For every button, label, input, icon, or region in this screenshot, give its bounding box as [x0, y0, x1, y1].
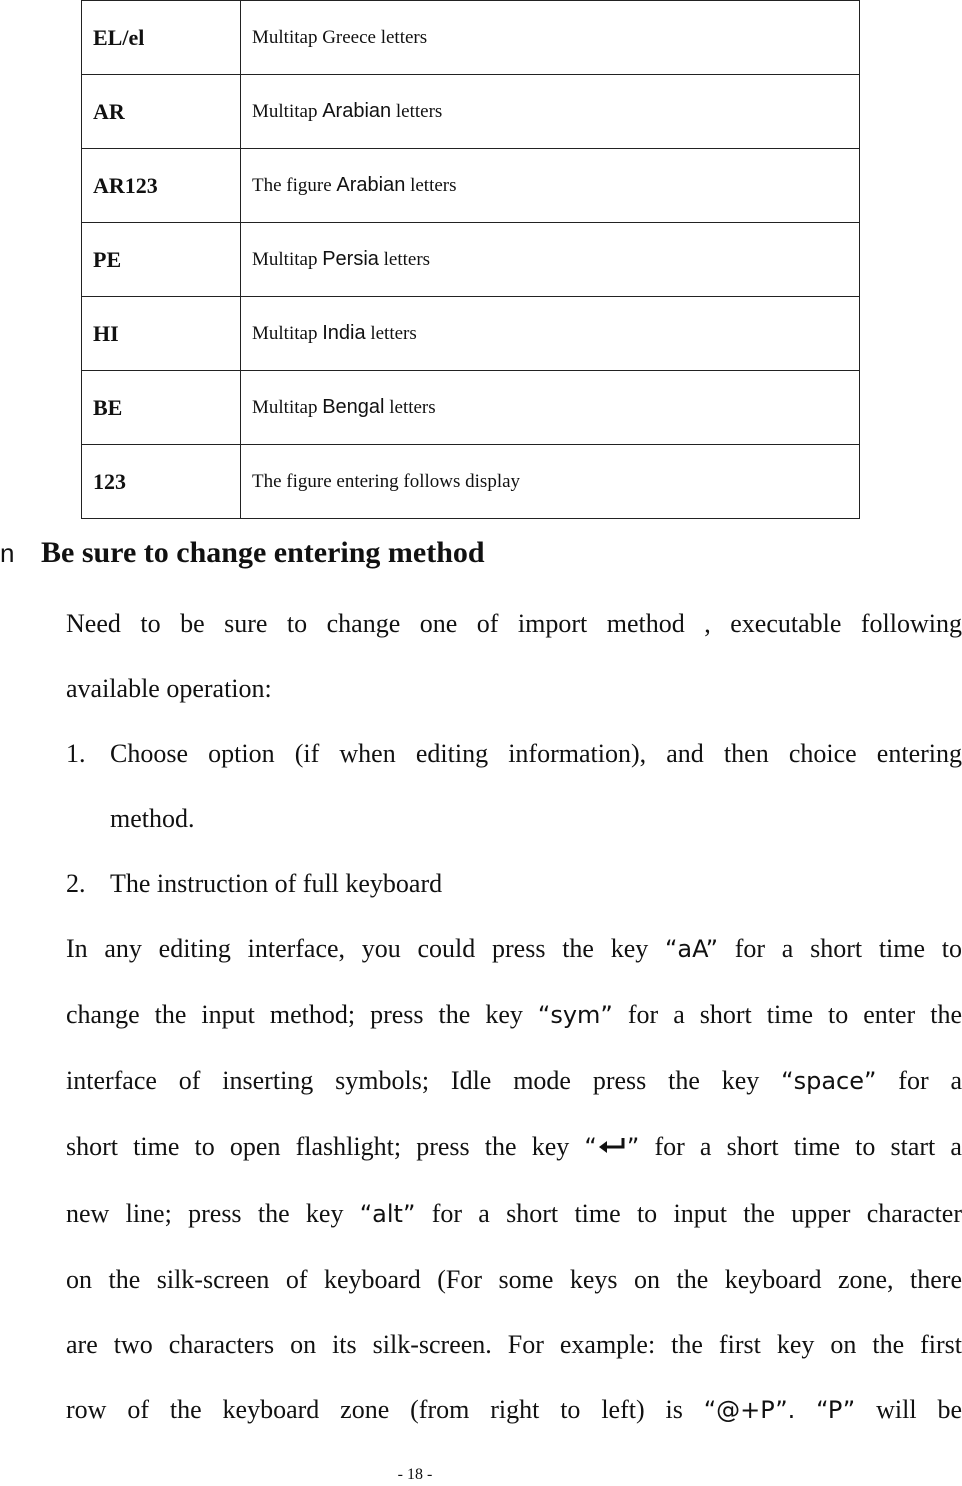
- table-row: [82, 371, 860, 445]
- desc-text: Multitap: [252, 101, 323, 122]
- mode-code: EL/el: [82, 1, 241, 75]
- page-number: - 18 -: [397, 1466, 433, 1483]
- desc-language: Arabian: [336, 174, 406, 196]
- mode-description: [241, 445, 860, 519]
- mode-description: [241, 149, 860, 223]
- mode-code: BE: [82, 371, 241, 445]
- mode-code: HI: [82, 297, 241, 371]
- desc-text: Multitap: [252, 397, 323, 418]
- key-at-p: “@+P”.: [703, 1396, 796, 1424]
- desc-language: Arabian: [322, 100, 392, 122]
- key-alt: “alt”: [359, 1200, 416, 1228]
- mode-description: [241, 75, 860, 149]
- section-heading: [0, 536, 485, 570]
- input-mode-table: [81, 0, 860, 519]
- mode-code: PE: [82, 223, 241, 297]
- key-aA: “aA”: [664, 935, 719, 963]
- text-line: Need to be sure to change one of import method , executable following: [66, 609, 962, 638]
- list-item-2: [66, 851, 962, 916]
- mode-description: [241, 371, 860, 445]
- desc-text: letters: [391, 101, 443, 122]
- desc-text: letters: [378, 249, 431, 270]
- text-line: available operation:: [66, 674, 272, 703]
- mode-description: [241, 1, 860, 75]
- enter-key-icon: [597, 1116, 627, 1181]
- desc-text: Multitap: [252, 249, 323, 270]
- text-line: In any editing interface, you could press the key “aA” for a short time to: [66, 934, 962, 963]
- list-text: Choose option (if when editing information), and then choice entering: [110, 739, 962, 768]
- table-row: [82, 75, 860, 149]
- list-item-1: [66, 721, 962, 786]
- mode-description: [241, 223, 860, 297]
- table-row: [82, 223, 860, 297]
- bullet-icon: n: [0, 538, 15, 568]
- text-line: on the silk-screen of keyboard (For some keys on the keyboard zone, there: [66, 1265, 962, 1294]
- desc-text: letters: [384, 397, 436, 418]
- desc-text: Multitap: [252, 323, 323, 344]
- desc-text: Multitap Greece letters: [252, 27, 428, 48]
- list-text: The instruction of full keyboard: [110, 869, 443, 898]
- text-line: interface of inserting symbols; Idle mode press the key “space” for a: [66, 1066, 962, 1095]
- text-line: change the input method; press the key “sym” for a short time to enter the: [66, 1000, 962, 1029]
- text-line: row of the keyboard zone (from right to left) is “@+P”. “P” will be: [66, 1395, 962, 1424]
- mode-code: AR: [82, 75, 241, 149]
- list-number: 2.: [66, 869, 86, 898]
- desc-text: The figure entering follows display: [252, 471, 521, 492]
- mode-description: [241, 297, 860, 371]
- section-title: Be sure to change entering method: [41, 536, 485, 569]
- desc-text: The figure: [252, 175, 337, 196]
- key-sym: “sym”: [537, 1001, 613, 1029]
- text-line: new line; press the key “alt” for a short time to input the upper character: [66, 1199, 962, 1228]
- table-row: [82, 149, 860, 223]
- intro-paragraph: [66, 591, 962, 1443]
- key-p: “P”: [816, 1396, 856, 1424]
- key-space: “space”: [781, 1067, 877, 1095]
- desc-text: letters: [405, 175, 457, 196]
- list-item-1-continuation: method.: [110, 804, 195, 833]
- list-number: 1.: [66, 739, 86, 768]
- table-row: [82, 1, 860, 75]
- desc-language: India: [322, 322, 366, 344]
- desc-language: Bengal: [322, 396, 385, 418]
- desc-language: Persia: [322, 248, 379, 270]
- mode-code: AR123: [82, 149, 241, 223]
- table-row: [82, 445, 860, 519]
- mode-code: 123: [82, 445, 241, 519]
- desc-text: letters: [365, 323, 417, 344]
- table-row: [82, 297, 860, 371]
- text-line: are two characters on its silk-screen. For example: the first key on the first: [66, 1330, 962, 1359]
- text-line: short time to open flashlight; press the key “ ” for a short time to start a: [66, 1114, 962, 1181]
